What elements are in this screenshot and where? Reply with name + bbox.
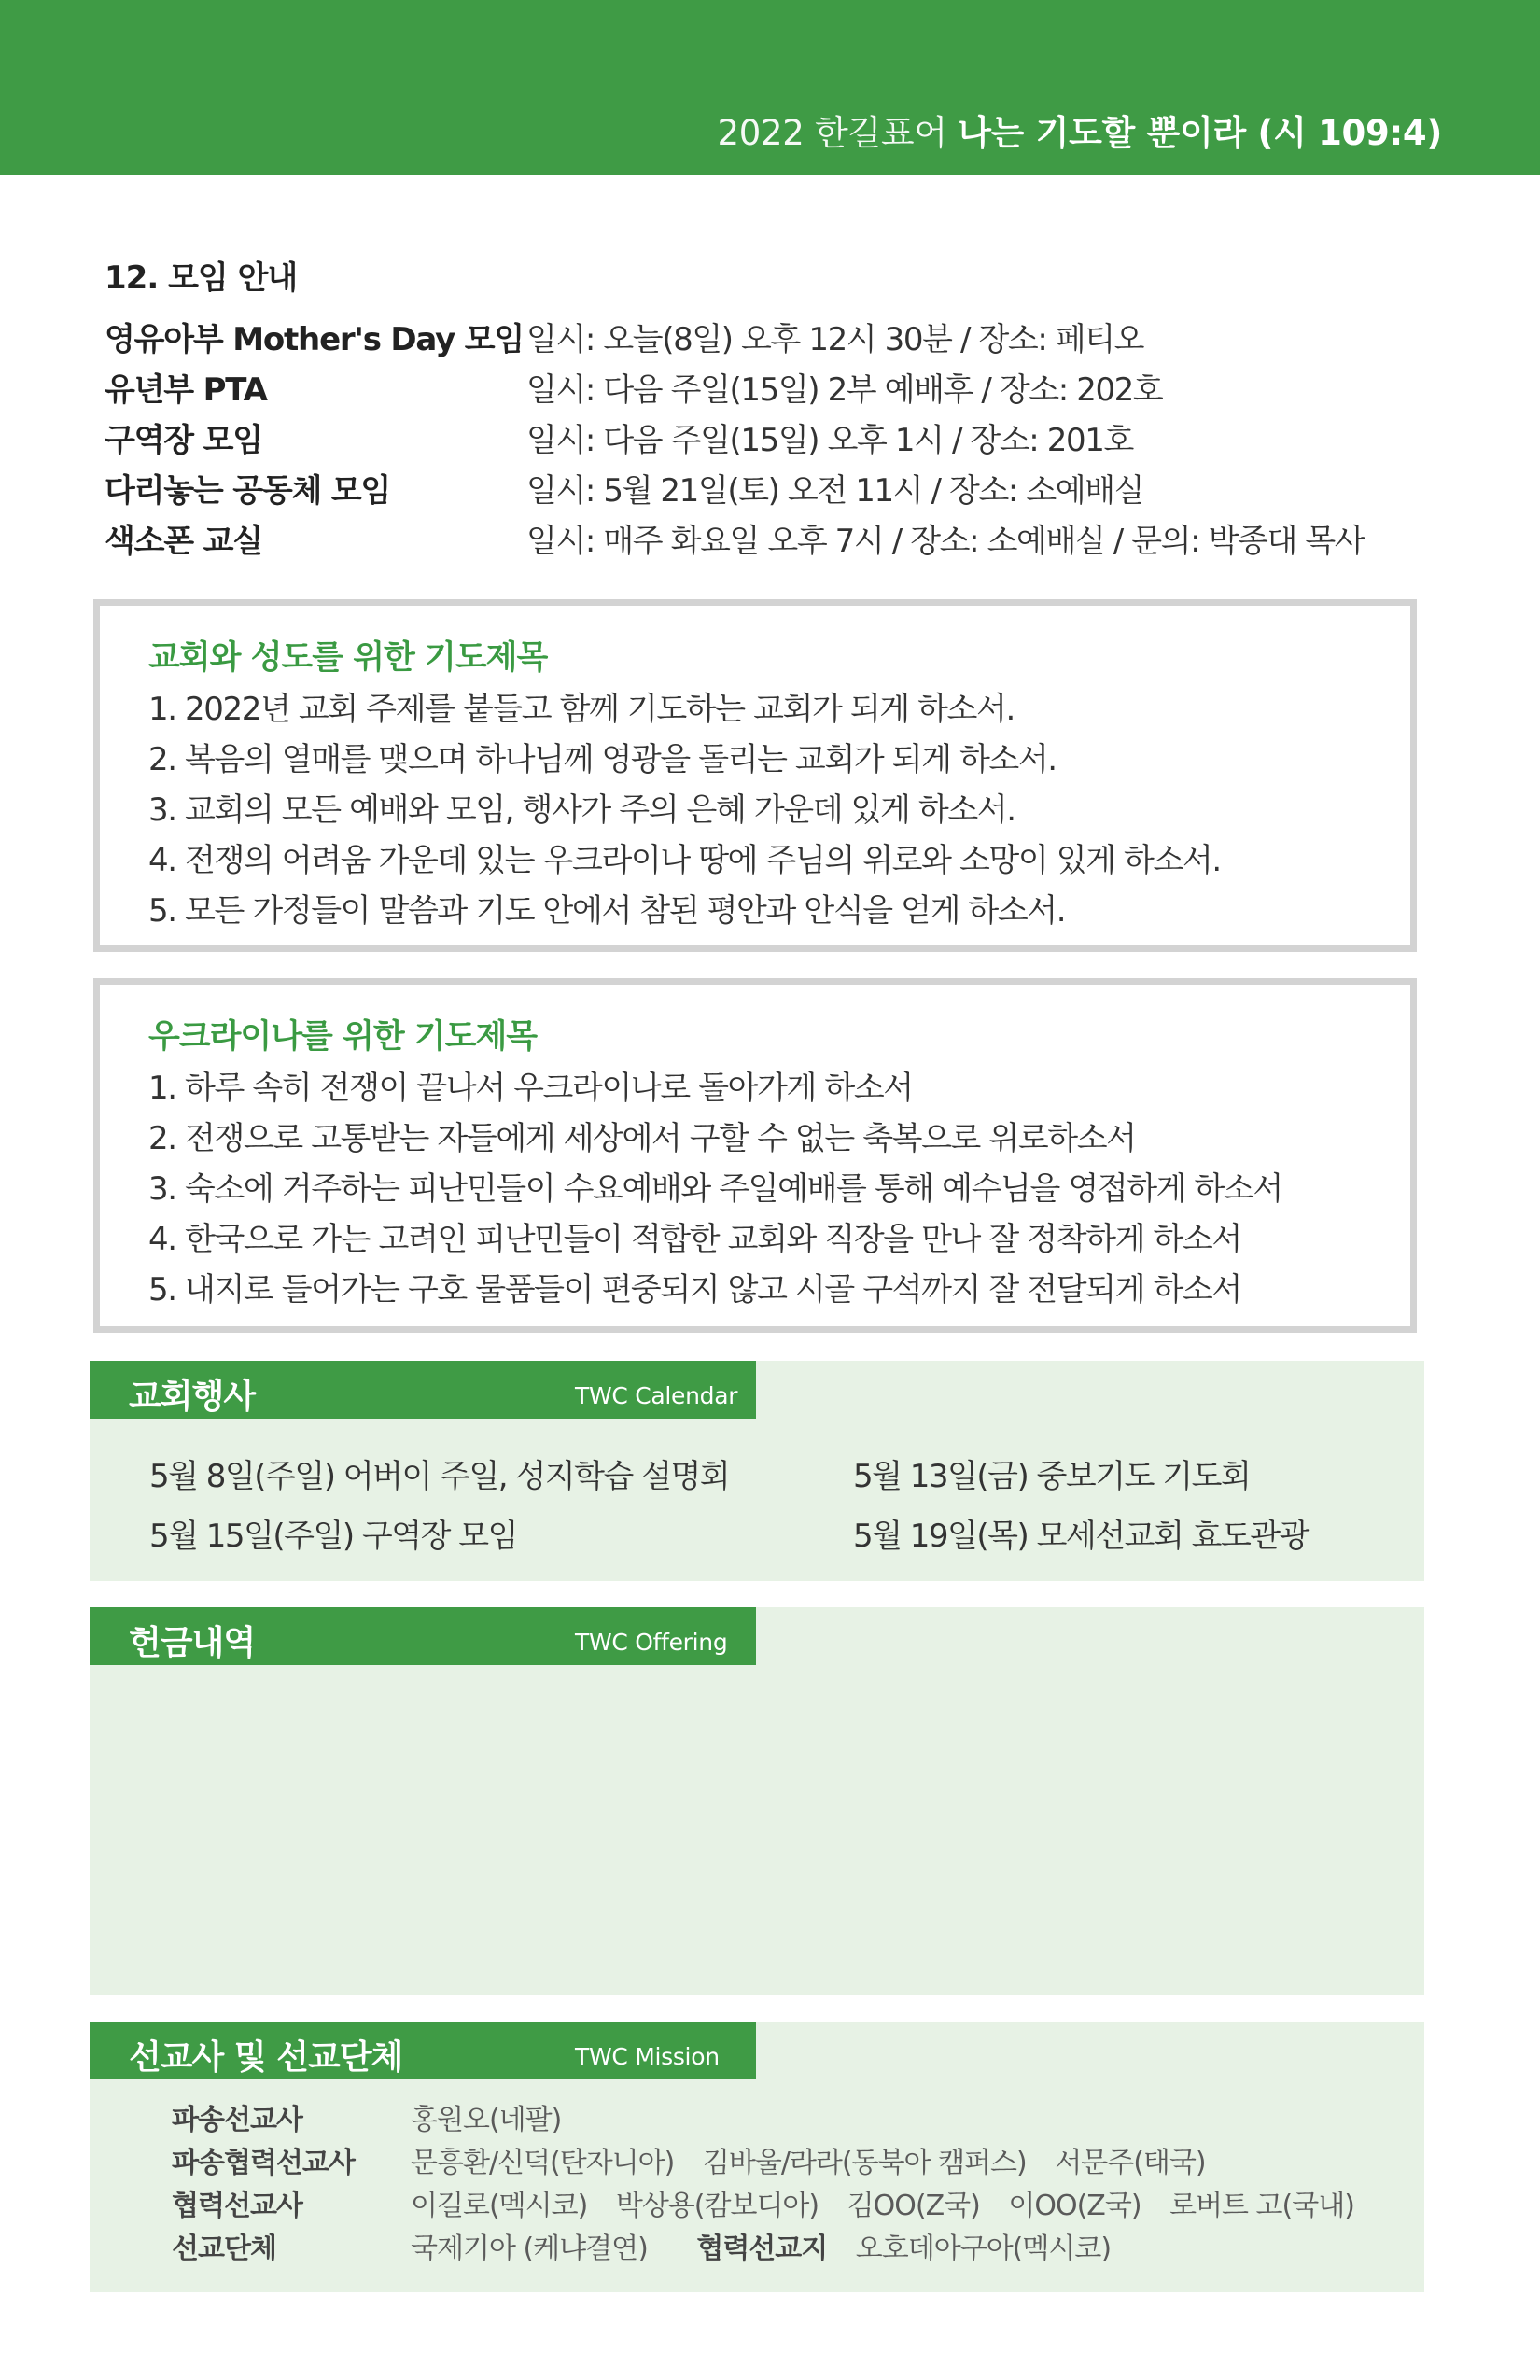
mission-name: 로버트 고(국내) [1169,2190,1354,2222]
calendar-panel [90,1361,1424,1581]
mission-names [411,2225,1111,2266]
meeting-name: 구역장 모임 [105,421,262,459]
header-motto-text: 나는 기도할 뿐이라 (시 109:4) [958,113,1442,153]
meeting-row [105,462,1430,512]
mission-names [411,2096,561,2137]
header-prefix: 2022 한길표어 [717,113,947,153]
ukraine-prayer-box [93,978,1417,1333]
calendar-event: 5월 8일(주일) 어버이 주일, 성지학습 설명회 [149,1458,730,1495]
meetings-section [105,252,1430,563]
prayer-item: 4. 전쟁의 어려움 가운데 있는 우크라이나 땅에 주님의 위로와 소망이 있게 하소서. [148,842,1221,879]
mission-name: 국제기아 (케냐결연) [411,2233,648,2265]
prayer-item: 5. 모든 가정들이 말씀과 기도 안에서 참된 평안과 안식을 얻게 하소서. [148,892,1066,930]
prayer-item: 3. 숙소에 거주하는 피난민들이 수요예배와 주일예배를 통해 예수님을 영접하게 하소서 [148,1170,1282,1208]
offering-header-bar [90,1607,756,1665]
calendar-header-bar [90,1361,756,1419]
prayer-item: 3. 교회의 모든 예배와 모임, 행사가 주의 은혜 가운데 있게 하소서. [148,791,1015,829]
meeting-row [105,512,1430,563]
ukraine-prayer-title: 우크라이나를 위한 기도제목 [148,1018,538,1056]
offering-panel [90,1607,1424,1995]
church-prayer-title: 교회와 성도를 위한 기도제목 [148,639,548,677]
mission-header-bar [90,2022,756,2079]
calendar-event: 5월 15일(주일) 구역장 모임 [149,1518,517,1555]
mission-name: 홍원오(네팔) [411,2104,562,2136]
mission-label: 협력선교사 [172,2190,302,2222]
mission-label: 파송협력선교사 [172,2147,355,2179]
prayer-item: 5. 내지로 들어가는 구호 물품들이 편중되지 않고 시골 구석까지 잘 전달되게 하소서 [148,1271,1241,1309]
mission-names [411,2139,1206,2180]
church-prayer-box [93,599,1417,952]
page-header [0,0,1540,175]
prayer-item: 2. 전쟁으로 고통받는 자들에게 세상에서 구할 수 없는 축복으로 위로하소서 [148,1120,1136,1157]
mission-name: 이길로(멕시코) [411,2190,588,2222]
calendar-title: 교회행사 [129,1378,256,1416]
meetings-title: 12. 모임 안내 [105,259,298,297]
meeting-info: 일시: 매주 화요일 오후 7시 / 장소: 소예배실 / 문의: 박종대 목사 [526,522,1365,560]
mission-label: 파송선교사 [172,2104,302,2136]
meeting-name: 영유아부 Mother's Day 모임 [105,320,524,358]
offering-subtitle: TWC Offering [575,1629,728,1656]
offering-title: 헌금내역 [129,1624,256,1662]
meeting-info: 일시: 다음 주일(15일) 오후 1시 / 장소: 201호 [526,421,1133,459]
mission-label: 선교단체 [172,2233,276,2265]
prayer-item: 1. 2022년 교회 주제를 붙들고 함께 기도하는 교회가 되게 하소서. [148,691,1015,728]
mission-name: 김바울/라라(동북아 캠퍼스) [702,2147,1027,2179]
prayer-item: 2. 복음의 열매를 맺으며 하나님께 영광을 돌리는 교회가 되게 하소서. [148,741,1057,778]
meeting-row [105,361,1430,412]
mission-names [411,2182,1354,2223]
meeting-info: 일시: 다음 주일(15일) 2부 예배후 / 장소: 202호 [526,371,1163,409]
mission-name: 김OO(Z국) [847,2190,980,2222]
mission-subtitle: TWC Mission [575,2043,720,2070]
calendar-event: 5월 13일(금) 중보기도 기도회 [853,1458,1251,1495]
header-motto [718,105,1442,155]
prayer-item: 1. 하루 속히 전쟁이 끝나서 우크라이나로 돌아가게 하소서 [148,1070,913,1107]
meeting-info: 일시: 5월 21일(토) 오전 11시 / 장소: 소예배실 [526,471,1144,510]
mission-name: 이OO(Z국) [1008,2190,1141,2222]
mission-name: 박상용(캄보디아) [615,2190,819,2222]
mission-name: 오호데아구아(멕시코) [855,2233,1112,2265]
mission-name: 문흥환/신덕(탄자니아) [411,2147,675,2179]
meeting-row [105,412,1430,462]
meeting-row [105,311,1430,361]
meeting-name: 다리놓는 공동체 모임 [105,471,391,510]
meeting-info: 일시: 오늘(8일) 오후 12시 30분 / 장소: 페티오 [526,320,1144,358]
calendar-event: 5월 19일(목) 모세선교회 효도관광 [853,1518,1309,1555]
prayer-item: 4. 한국으로 가는 고려인 피난민들이 적합한 교회와 직장을 만나 잘 정착하게 하소서 [148,1221,1241,1258]
meeting-name: 색소폰 교실 [105,522,262,560]
mission-title: 선교사 및 선교단체 [129,2038,403,2077]
meeting-name: 유년부 PTA [105,371,267,409]
calendar-subtitle: TWC Calendar [575,1382,738,1409]
mission-name: 서문주(태국) [1055,2147,1206,2179]
mission-extra-label: 협력선교지 [696,2233,828,2265]
mission-panel [90,2022,1424,2292]
